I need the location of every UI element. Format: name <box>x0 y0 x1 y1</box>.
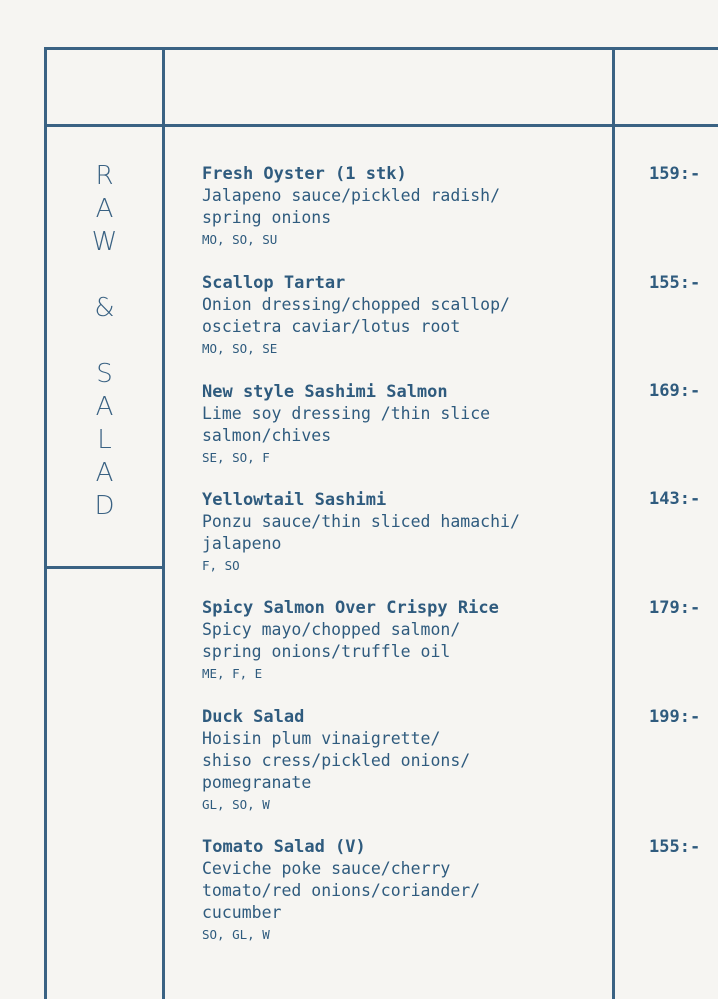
grid-line-middle <box>162 47 165 999</box>
menu-items <box>202 163 602 966</box>
item-name: Yellowtail Sashimi <box>202 490 387 510</box>
category-char <box>47 325 162 358</box>
item-description: Lime soy dressing /thin slice salmon/chives <box>202 404 491 445</box>
grid-line-header <box>44 124 718 127</box>
category-char: A <box>95 458 114 488</box>
category-char: S <box>96 359 113 389</box>
item-description: Onion dressing/chopped scallop/ oscietra caviar/lotus root <box>202 295 510 336</box>
item-price: 179:- <box>649 598 701 618</box>
category-char: & <box>94 293 115 323</box>
grid-line-category-bottom <box>44 566 165 569</box>
item-name: Scallop Tartar <box>202 273 346 293</box>
item-price: 155:- <box>649 837 701 857</box>
item-allergens: F, SO <box>202 558 240 573</box>
item-description: Hoisin plum vinaigrette/ shiso cress/pickled onions/ pomegranate <box>202 729 471 792</box>
category-char: A <box>95 194 114 224</box>
grid-line-top <box>44 47 718 50</box>
menu-item <box>202 706 602 836</box>
item-allergens: SE, SO, F <box>202 450 270 465</box>
category-char: R <box>95 161 114 191</box>
item-name: New style Sashimi Salmon <box>202 382 448 402</box>
grid-line-right <box>612 47 615 999</box>
item-allergens: ME, F, E <box>202 666 263 681</box>
item-price: 159:- <box>649 164 701 184</box>
item-description: Ponzu sauce/thin sliced hamachi/ jalapeno <box>202 512 520 553</box>
menu-item <box>202 489 602 597</box>
item-description: Jalapeno sauce/pickled radish/ spring onions <box>202 186 501 227</box>
item-price: 155:- <box>649 273 701 293</box>
item-name: Fresh Oyster (1 stk) <box>202 164 407 184</box>
item-price: 169:- <box>649 381 701 401</box>
item-allergens: GL, SO, W <box>202 797 270 812</box>
item-price: 143:- <box>649 489 701 509</box>
menu-item <box>202 381 602 489</box>
item-name: Spicy Salmon Over Crispy Rice <box>202 598 499 618</box>
category-char <box>47 259 162 292</box>
item-description: Ceviche poke sauce/cherry tomato/red onions/coriander/ cucumber <box>202 859 481 922</box>
category-char: D <box>94 491 115 521</box>
item-description: Spicy mayo/chopped salmon/ spring onions/truffle oil <box>202 620 461 661</box>
menu-item <box>202 163 602 272</box>
category-title <box>47 160 162 523</box>
item-allergens: MO, SO, SE <box>202 341 278 356</box>
item-allergens: SO, GL, W <box>202 927 270 942</box>
item-allergens: MO, SO, SU <box>202 232 278 247</box>
category-char: L <box>97 425 112 455</box>
menu-item <box>202 836 602 966</box>
item-name: Duck Salad <box>202 707 305 727</box>
menu-item <box>202 272 602 381</box>
category-char: A <box>95 392 114 422</box>
item-name: Tomato Salad (V) <box>202 837 366 857</box>
menu-item <box>202 597 602 706</box>
category-char: W <box>91 227 118 257</box>
item-price: 199:- <box>649 707 701 727</box>
